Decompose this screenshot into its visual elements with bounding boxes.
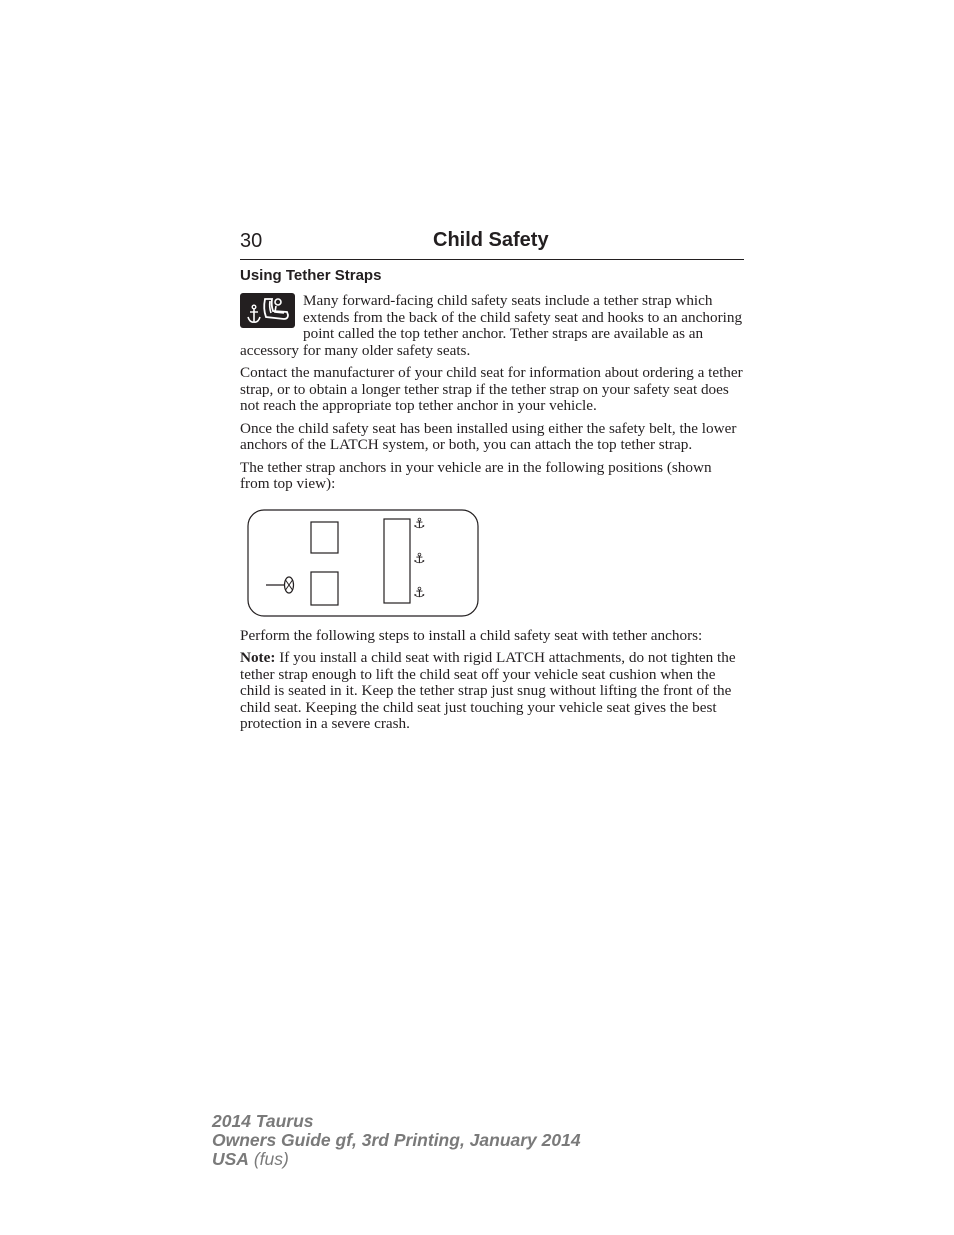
footer-market: [212, 1150, 581, 1169]
section-heading: Using Tether Straps: [240, 267, 382, 284]
footer-edition: Owners Guide gf, 3rd Printing, January 2014: [212, 1130, 581, 1150]
rear-bench-seat: [384, 519, 410, 603]
footer-market-suffix: (fus): [248, 1149, 289, 1169]
paragraph: Contact the manufacturer of your child seat for information about ordering a tether strap, or to obtain a longer tether strap if the tether strap on your safety seat does not reach the appropriate top tether anchor in your vehicle.: [240, 364, 743, 414]
steering-wheel-icon: [266, 577, 294, 593]
paragraph: Perform the following steps to install a child safety seat with tether anchors:: [240, 626, 703, 644]
page-number: 30: [240, 230, 263, 252]
paragraph: The tether strap anchors in your vehicle are in the following positions (shown from top view):: [240, 458, 712, 492]
anchor-icon: ⚓: [413, 515, 426, 532]
chapter-title: Child Safety: [433, 229, 549, 251]
note-label: Note:: [240, 649, 276, 666]
note-text: If you install a child seat with rigid LATCH attachments, do not tighten the tether strap enough to lift the child seat off your vehicle seat cushion when the child is seated in it. Keep the tether strap just snug without lifting the front of the child seat. Keeping the child seat just touching your vehicle seat gives the best protection in a severe crash.: [240, 649, 736, 732]
page-content: [240, 267, 744, 739]
paragraph-text: Many forward-facing child safety seats include a tether strap which extends from the back of the child safety seat and hooks to an anchoring point called the top tether anchor. Tether straps are available as an accessory for many older safety seats.: [240, 292, 743, 359]
intro-paragraph: [240, 293, 744, 359]
anchor-icon: ⚓: [413, 550, 426, 567]
page-footer: [212, 1112, 581, 1169]
page-header: [240, 228, 744, 260]
footer-model: 2014 Taurus: [212, 1111, 314, 1131]
front-seat-right: [311, 522, 338, 553]
tether-anchor-diagram: [247, 509, 479, 617]
anchor-icon: ⚓: [413, 584, 426, 601]
footer-market-main: USA: [212, 1149, 249, 1169]
note-paragraph: [240, 650, 744, 733]
front-seat-left: [311, 572, 338, 605]
paragraph: Once the child safety seat has been installed using either the safety belt, the lower anchors of the LATCH system, or both, you can attach the top tether strap.: [240, 419, 737, 453]
vehicle-outline: [248, 510, 478, 616]
child-seat-tether-anchor-icon: [240, 293, 295, 328]
